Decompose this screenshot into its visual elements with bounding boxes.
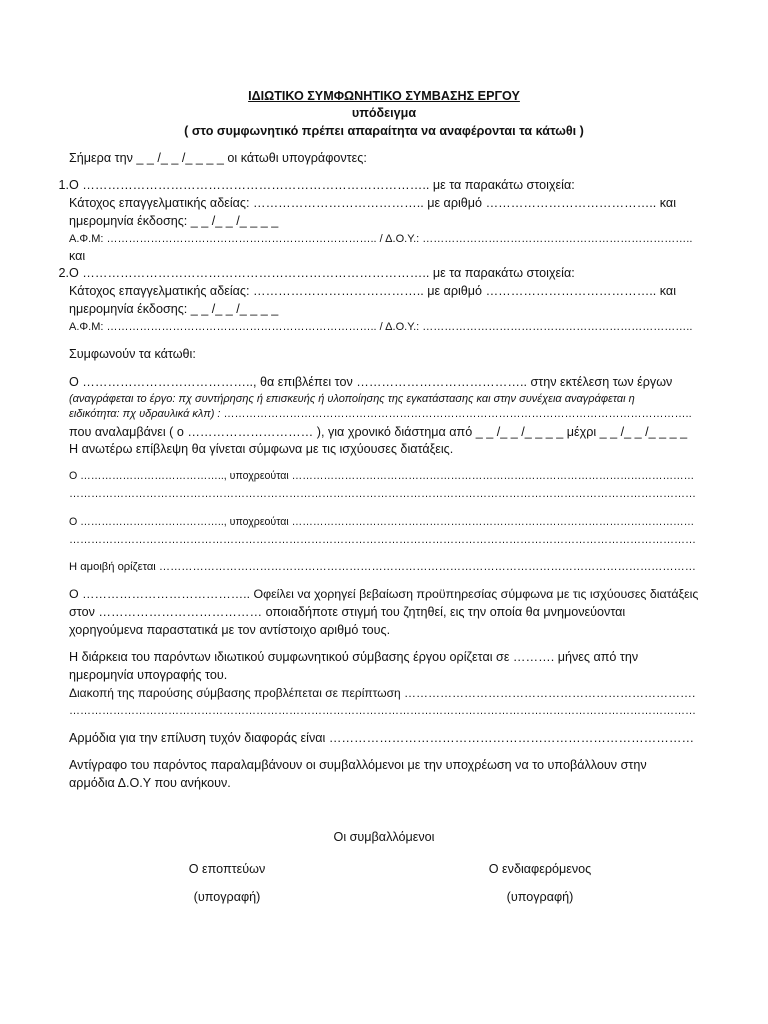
obligation2-line1: Ο ………………………………….., υποχρεούται …………………………………………………………………………………………………… <box>69 516 695 528</box>
party1-number: 1. <box>58 178 69 192</box>
left-signature: (υπογραφή) <box>193 890 261 904</box>
document-note: ( στο συμφωνητικό πρέπει απαραίτητα να αναφέρονται τα κάτωθι ) <box>184 124 584 138</box>
document-title: ΙΔΙΩΤΙΚΟ ΣΥΜΦΩΝΗΤΙΚΟ ΣΥΜΒΑΣΗΣ ΕΡΓΟΥ <box>248 89 520 103</box>
duration-line2: ημερομηνία υπογραφής του. <box>69 668 228 682</box>
copy-line1: Αντίγραφο του παρόντος παραλαμβάνουν οι συμβαλλόμενοι με την υποχρέωση να το υποβάλλουν στην <box>69 758 647 772</box>
certificate-line3: χορηγούμενα παραστατικά με τον αντίστοιχο αριθμό τους. <box>69 623 391 637</box>
supervision-period: που αναλαμβάνει ( ο ………………………… ), για χρονικό διάστημα από _ _ /_ _ /_ _ _ _ μέχρι _ _ /_ _ /_ _ _ _ <box>69 425 688 439</box>
intro-line: Σήμερα την _ _ /_ _ /_ _ _ _ οι κάτωθι υπογράφοντες: <box>69 151 367 165</box>
obligation2-line2: ……………………………………………………………………………………………………………………………………………………… <box>69 534 696 546</box>
termination-line: Διακοπή της παρούσης σύμβασης προβλέπεται σε περίπτωση ………………………………………………………………. <box>69 686 696 700</box>
document-subtitle: υπόδειγμα <box>351 106 417 120</box>
party1-license: Κάτοχος επαγγελματικής αδείας: ………………………………….. με αριθμό ………………………………….. και <box>69 196 677 210</box>
party2-issue-date: ημερομηνία έκδοσης: _ _ /_ _ /_ _ _ _ <box>69 302 279 316</box>
right-signature: (υπογραφή) <box>506 890 574 904</box>
obligation1-line1: Ο ………………………………….., υποχρεούται …………………………………………………………………………………………………… <box>69 470 695 482</box>
certificate-line1: Ο ………………………………….. Οφείλει να χορηγεί βεβαίωση προϋπηρεσίας σύμφωνα με τις ισχύουσες διατάξεις <box>69 587 699 601</box>
party1-tax: Α.Φ.Μ: ……………………………………………………………….. / Δ.Ο.Υ.: ……………………………………………………………….. <box>69 233 693 245</box>
supervision-line1: Ο ………………………………….., θα επιβλέπει τον ………………………………….. στην εκτέλεση των έργων <box>69 375 673 389</box>
copy-line2: αρμόδια Δ.Ο.Υ που ανήκουν. <box>69 776 231 790</box>
party1-name: Ο ……………………………………………………………………….. με τα παρακάτω στοιχεία: <box>69 178 575 192</box>
party2-license: Κάτοχος επαγγελματικής αδείας: ………………………………….. με αριθμό ………………………………….. και <box>69 284 677 298</box>
left-role: Ο εποπτεύων <box>188 862 266 876</box>
signatures-heading: Οι συμβαλλόμενοι <box>333 830 435 844</box>
supervision-dots: ……………………………………………………………………………………………………………….. <box>220 408 692 420</box>
party1-line1 <box>58 177 575 193</box>
party2-line1 <box>58 265 575 281</box>
obligation1-line2: ……………………………………………………………………………………………………………………………………………………… <box>69 488 696 500</box>
party1-issue-date: ημερομηνία έκδοσης: _ _ /_ _ /_ _ _ _ <box>69 214 279 228</box>
party2-name: Ο ……………………………………………………………………….. με τα παρακάτω στοιχεία: <box>69 266 575 280</box>
jurisdiction-line: Αρμόδια για την επίλυση τυχόν διαφοράς είναι …………………………………………………………………………… <box>69 731 695 745</box>
certificate-line2: στον ………………………………… οποιαδήποτε στιγμή του ζητηθεί, εις την οποία θα μνημονεύονται <box>69 605 626 619</box>
party2-number: 2. <box>58 266 69 280</box>
right-role: Ο ενδιαφερόμενος <box>488 862 592 876</box>
supervision-italic2: ειδικότητα: πχ υδραυλικά κλπ) : <box>69 408 221 420</box>
agree-heading: Συμφωνούν τα κάτωθι: <box>69 347 196 361</box>
supervision-line2 <box>69 406 692 422</box>
termination-dots: ……………………………………………………………………………………………………………………………………………………… <box>69 705 696 717</box>
fee-line: Η αμοιβή ορίζεται ……………………………………………………………………………………………………………………………… <box>69 561 696 573</box>
supervision-italic1: (αναγράφεται το έργο: πχ συντήρησης ή επισκευής ή υλοποίησης της εγκατάστασης και στην συνέχεια αναγράφεται η <box>69 393 635 405</box>
duration-line1: Η διάρκεια του παρόντων ιδιωτικού συμφωνητικού σύμβασης έργου ορίζεται σε ………. μήνες από την <box>69 650 639 664</box>
supervision-rules: Η ανωτέρω επίβλεψη θα γίνεται σύμφωνα με τις ισχύουσες διατάξεις. <box>69 442 454 456</box>
and-text: και <box>69 249 86 263</box>
party2-tax: Α.Φ.Μ: ……………………………………………………………….. / Δ.Ο.Υ.: ……………………………………………………………….. <box>69 321 693 333</box>
